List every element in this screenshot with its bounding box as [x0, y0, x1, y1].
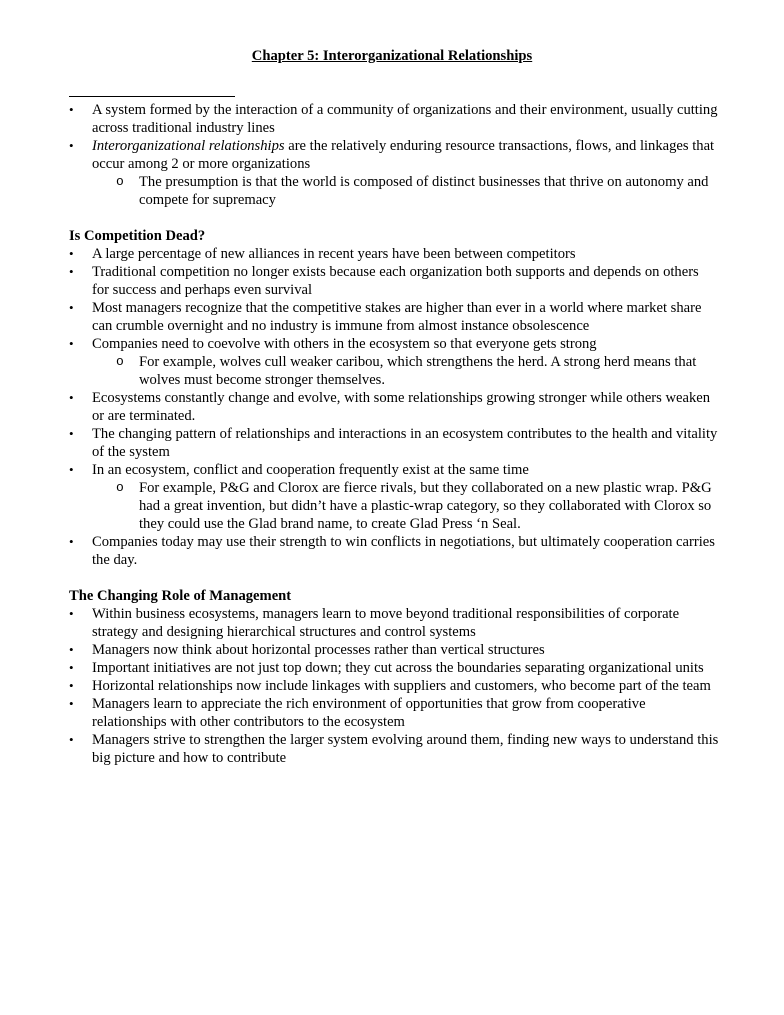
list-item [69, 641, 719, 659]
sub-bullet-icon: o [116, 480, 124, 495]
sub-bullet-icon: o [116, 174, 124, 189]
list-item-text: A large percentage of new alliances in recent years have been between competitors [92, 246, 576, 262]
list-item [69, 389, 719, 425]
list-item [69, 659, 719, 677]
intro-list [69, 101, 719, 209]
bullet-icon: • [69, 606, 74, 621]
spacer [69, 209, 719, 227]
list-item [69, 533, 719, 569]
list-item-text: are the relatively enduring resource transactions, flows, and linkages that occur among 2 or more organizations [92, 138, 715, 172]
bullet-icon: • [69, 426, 74, 441]
bullet-icon: • [69, 138, 74, 153]
section-heading-competition: Is Competition Dead? [69, 228, 206, 244]
list-item [69, 299, 719, 335]
list-item-text: Within business ecosystems, managers learn to move beyond traditional responsibilities of corporate strategy and designing hierarchical structures and control systems [92, 606, 680, 640]
list-item-text: Ecosystems constantly change and evolve, with some relationships growing stronger while others weaken or are terminated. [92, 390, 711, 424]
list-item [69, 695, 719, 731]
list-item [69, 335, 719, 389]
sub-list [92, 479, 719, 533]
list-item [69, 137, 719, 209]
list-item-text: Managers learn to appreciate the rich environment of opportunities that grow from cooperative relationships with other contributors to the ecosystem [92, 696, 646, 730]
management-list [69, 605, 719, 767]
list-item [69, 425, 719, 461]
list-item-text: Companies today may use their strength to win conflicts in negotiations, but ultimately cooperation carries the day. [92, 534, 715, 568]
list-item-text: Horizontal relationships now include linkages with suppliers and customers, who become part of the team [92, 678, 711, 694]
bullet-icon: • [69, 534, 74, 549]
sub-list [92, 353, 719, 389]
bullet-icon: • [69, 336, 74, 351]
bullet-icon: • [69, 678, 74, 693]
sub-list-item-text: The presumption is that the world is composed of distinct businesses that thrive on autonomy and compete for supremacy [139, 174, 709, 208]
bullet-icon: • [69, 696, 74, 711]
section-heading-management: The Changing Role of Management [69, 588, 292, 604]
list-item-text: In an ecosystem, conflict and cooperation frequently exist at the same time [92, 462, 529, 478]
sub-list-item-text: For example, P&G and Clorox are fierce rivals, but they collaborated on a new plastic wrap. P&G had a great invention, but didn’t have a plastic-wrap category, so they collaborated with Clorox so they could use the Glad brand name, to create Glad Press ‘n Seal. [139, 480, 712, 532]
sub-list [92, 173, 719, 209]
list-item-text: Managers strive to strengthen the larger system evolving around them, finding new ways to understand this big picture and how to contribute [92, 732, 719, 766]
bullet-icon: • [69, 660, 74, 675]
bullet-icon: • [69, 264, 74, 279]
bullet-icon: • [69, 642, 74, 657]
list-item-text: Most managers recognize that the competitive stakes are higher than ever in a world where market share can crumble overnight and no industry is immune from almost instance obsolescence [92, 300, 702, 334]
sub-list-item [92, 479, 719, 533]
document-content [69, 101, 719, 767]
sub-list-item [92, 353, 719, 389]
list-item-text: Companies need to coevolve with others in the ecosystem so that everyone gets strong [92, 336, 597, 352]
list-item-text: Important initiatives are not just top down; they cut across the boundaries separating organizational units [92, 660, 704, 676]
list-item [69, 263, 719, 299]
sub-list-item [92, 173, 719, 209]
bullet-icon: • [69, 462, 74, 477]
list-item [69, 245, 719, 263]
sub-bullet-icon: o [116, 354, 124, 369]
spacer [69, 569, 719, 587]
bullet-icon: • [69, 246, 74, 261]
italic-term: Interorganizational relationships [92, 138, 285, 154]
list-item [69, 461, 719, 533]
list-item [69, 101, 719, 137]
list-item [69, 731, 719, 767]
sub-list-item-text: For example, wolves cull weaker caribou, which strengthens the herd. A strong herd means that wolves must become stronger themselves. [139, 354, 697, 388]
bullet-icon: • [69, 300, 74, 315]
bullet-icon: • [69, 102, 74, 117]
list-item-text: Managers now think about horizontal processes rather than vertical structures [92, 642, 545, 658]
competition-list [69, 245, 719, 569]
chapter-title: Chapter 5: Interorganizational Relationships [251, 48, 533, 64]
list-item [69, 677, 719, 695]
bullet-icon: • [69, 732, 74, 747]
blank-underline [69, 96, 235, 97]
list-item-text: A system formed by the interaction of a community of organizations and their environment, usually cutting across traditional industry lines [92, 102, 718, 136]
list-item-text: The changing pattern of relationships and interactions in an ecosystem contributes to the health and vitality of the system [92, 426, 718, 460]
list-item-text: Traditional competition no longer exists because each organization both supports and depends on others for success and perhaps even survival [92, 264, 699, 298]
bullet-icon: • [69, 390, 74, 405]
list-item [69, 605, 719, 641]
